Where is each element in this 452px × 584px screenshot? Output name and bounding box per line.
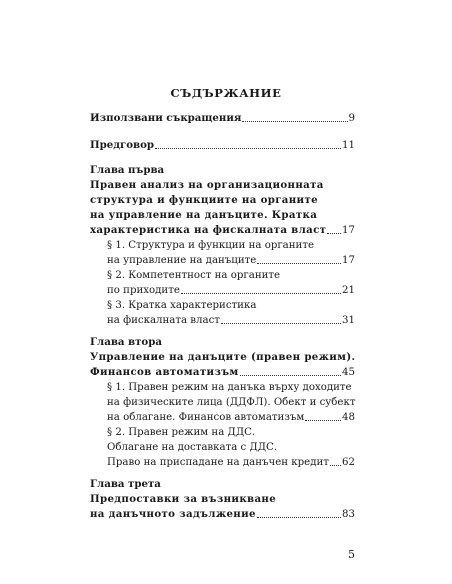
chapter-1-title-line-1: Правен анализ на организационната [90,179,324,191]
toc-page-number: 83 [342,509,355,520]
toc-entry-label: на фискалната власт [107,315,220,326]
chapter-1-title-line-4 [90,224,355,237]
dot-leader [242,112,347,122]
chapter-3-title-line-1: Предпоставки за възникване [90,493,277,505]
toc-entry-label: на облагане. Финансов автоматизъм [107,412,305,423]
section-2-2-line-1: § 2. Правен режим на ДДС. [107,427,256,438]
toc-page-number: 48 [342,412,355,423]
toc-entry-label: на данъчното задължение [90,508,256,520]
dot-leader [330,456,341,466]
toc-entry-label: на управление на данъците [107,255,257,266]
toc-entry-label: по приходите [107,285,180,296]
toc-entry-abbreviations [90,112,355,125]
toc-entry-label: Право на приспадане на данъчен кредит [107,457,329,468]
dot-leader [155,139,341,149]
toc-page-number: 17 [342,225,355,236]
chapter-1-title-line-2: структура и функциите на органите [90,194,318,206]
dot-leader [327,224,341,234]
chapter-1-label: Глава първа [90,164,165,176]
chapter-3-title-line-2 [90,508,355,521]
section-1-3-line-2 [107,314,355,327]
chapter-2-title-line-2 [90,366,355,379]
toc-page-number: 17 [342,255,355,266]
dot-leader [257,508,341,518]
section-1-3-line-1: § 3. Кратка характеристика [107,300,257,311]
toc-page-number: 9 [348,113,355,124]
section-2-1-line-3 [107,411,355,424]
chapter-2-title-line-1: Управление на данъците (правен режим). [90,351,356,363]
dot-leader [257,254,341,264]
section-1-2-line-1: § 2. Компетентност на органите [107,270,281,281]
dot-leader [240,366,341,376]
dot-leader [305,411,341,421]
toc-entry-label: характеристика на фискалната власт [90,224,327,236]
toc-page-number: 31 [342,315,355,326]
toc-entry-label: Използвани съкращения [90,112,242,124]
dot-leader [221,314,341,324]
toc-page-number: 11 [342,140,355,151]
toc-entry-preface [90,139,355,152]
page-number: 5 [348,548,355,561]
toc-page-number: 62 [342,457,355,468]
chapter-3-label: Глава трета [90,478,161,490]
toc-page-number: 45 [342,367,355,378]
dot-leader [181,284,341,294]
toc-page-number: 21 [342,285,355,296]
toc-entry-label: Предговор [90,139,155,151]
chapter-1-title-line-3: на управление на данъците. Кратка [90,209,318,221]
section-1-1-line-2 [107,254,355,267]
section-1-2-line-2 [107,284,355,297]
section-2-2-line-3 [107,456,355,469]
section-2-1-line-1: § 1. Правен режим на данъка върху доходите [107,382,352,393]
toc-entry-label: Финансов автоматизъм [90,366,239,378]
chapter-2-label: Глава втора [90,336,162,348]
page-title: СЪДЪРЖАНИЕ [170,86,282,100]
section-2-2-line-2: Облагане на доставката с ДДС. [107,442,278,453]
section-1-1-line-1: § 1. Структура и функции на органите [107,240,315,251]
section-2-1-line-2: на физическите лица (ДДФЛ). Обект и субект [107,397,356,408]
